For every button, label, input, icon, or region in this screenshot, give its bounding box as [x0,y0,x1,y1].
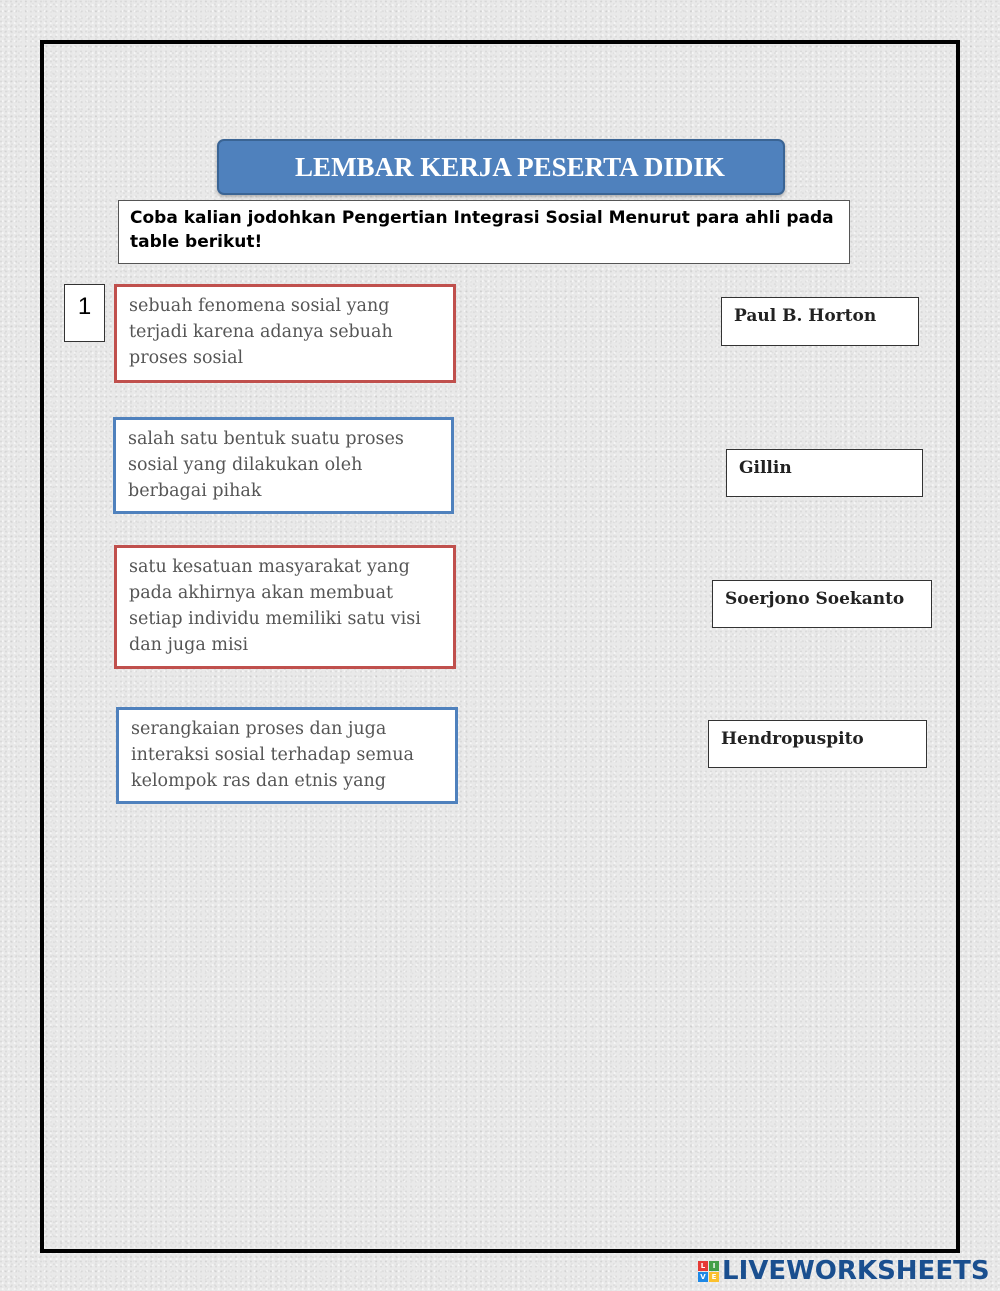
logo-letter-v: V [698,1272,708,1282]
worksheet-title-banner [217,139,785,195]
logo-letter-i: I [709,1261,719,1271]
expert-box-soerjono-soekanto[interactable]: Soerjono Soekanto [712,580,932,628]
liveworksheets-logo-text: LIVEWORKSHEETS [722,1256,990,1286]
logo-letter-l: L [698,1261,708,1271]
expert-box-gillin[interactable]: Gillin [726,449,923,497]
definition-box-3[interactable]: satu kesatuan masyarakat yang pada akhirnya akan membuat setiap individu memiliki satu visi dan juga misi [114,545,456,669]
instruction-box: Coba kalian jodohkan Pengertian Integrasi Sosial Menurut para ahli pada table berikut! [118,200,850,264]
logo-letter-e: E [709,1272,719,1282]
answer-number-box[interactable]: 1 [64,284,105,342]
expert-box-paul-b-horton[interactable]: Paul B. Horton [721,297,919,346]
liveworksheets-logo [698,1256,990,1286]
expert-box-hendropuspito[interactable]: Hendropuspito [708,720,927,768]
definition-box-1[interactable]: sebuah fenomena sosial yang terjadi karena adanya sebuah proses sosial [114,284,456,383]
definition-box-2[interactable]: salah satu bentuk suatu proses sosial yang dilakukan oleh berbagai pihak [113,417,454,514]
worksheet-title: LEMBAR KERJA PESERTA DIDIK [295,152,725,182]
liveworksheets-logo-icon [698,1261,719,1282]
definition-box-4[interactable]: serangkaian proses dan juga interaksi sosial terhadap semua kelompok ras dan etnis yang [116,707,458,804]
